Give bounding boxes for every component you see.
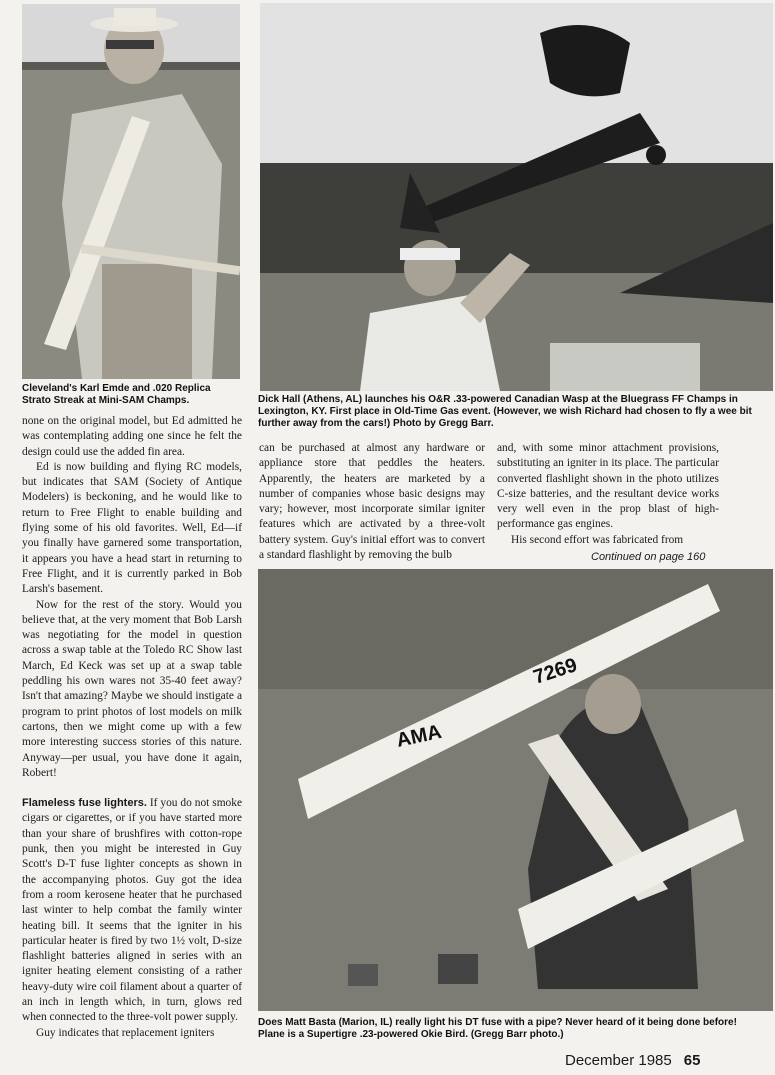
page-footer [565,1052,700,1069]
left-paragraph-3: Now for the rest of the story. Would you believe that, at the very moment that Bob Larsh was negotiating for the model in question across a swap table at the Toledo RC Show last March, Ed Keck was set up at a swap table peddling his own wares not 35-40 feet away? Isn't that amazing? Maybe we should instigate a program to print photos of lost models on milk cartons, then we might come up with a few more interesting success stories of this nature. Anyway—per usual, you have done it again, Robert! [22,598,242,779]
caption-photo2: Dick Hall (Athens, AL) launches his O&R .33-powered Canadian Wasp at the Bluegrass FF Champs in Lexington, KY. First place in Old-Time Gas event. (However, we wish Richard had chosen to fly a wee bit further away from the cars!) Photo by Gregg Barr. [258,394,752,429]
left-paragraph-4-body: If you do not smoke cigars or cigarettes, or if you have started more than your share of brushfires with cotton-rope punk, then you might be interested in Guy Scott's D-T fuse lighter concepts as shown in the accompanying photos. Guy got the idea from a room kerosene heater that he purchased last winter to help combat the family winter heating bill. It seems that the igniter in his particular heater is fired by two 1½ volt, D-size flashlight batteries aligned in series with an igniter heating element consisting of a rather heavy-duty wire coil filament about a quarter of an inch in length which, in turn, glows red when connected to the three-volt power supply. [22,797,242,1024]
middle-column [259,441,485,563]
continued-on-page: Continued on page 160 [591,551,706,563]
photo-dick-hall [260,3,773,391]
caption-photo1: Cleveland's Karl Emde and .020 Replica Strato Streak at Mini-SAM Champs. [22,383,211,406]
right-paragraph-2: His second effort was fabricated from [511,533,684,546]
right-paragraph-1: and, with some minor attachment provisions, substituting an igniter in its place. The particular converted flashlight shown in the photo utilizes C-size batteries, and the resultant device works very well even in the prop blast of high-performance gas engines. [497,442,719,531]
issue-date: December 1985 [565,1052,672,1069]
caption-photo3: Does Matt Basta (Marion, IL) really light his DT fuse with a pipe? Never heard of it being done before! Plane is a Supertigre .23-powered Okie Bird. (Gregg Barr photo.) [258,1017,737,1040]
left-column [22,414,242,1041]
left-paragraph-1: none on the original model, but Ed admitted he was contemplating adding one since he felt the design could use the added fin area. [22,415,242,458]
left-paragraph-5: Guy indicates that replacement igniters [36,1026,215,1039]
left-paragraph-2: Ed is now building and flying RC models, but indicates that SAM (Society of Antique Modelers) is beckoning, and he would like to return to Free Flight to enable building and flying some of his old favorites. Well, Ed—if you finally have garnered some transportation, it appears you have a head start in returning to Free Flight, and it is currently parked in Bob Larsh's basement. [22,460,242,596]
wing-number-text: 7269 [530,654,580,689]
mid-paragraph-1: can be purchased at almost any hardware or appliance store that peddles the heaters. Apparently, the heaters are marketed by a number of companies whose basic designs may vary; however, most incorporate similar igniter features which are activated by a three-volt battery system. Guy's initial effort was to convert a standard flashlight by removing the bulb [259,442,485,562]
subhead-flameless-fuse-lighters: Flameless fuse lighters. [22,797,147,810]
photo-matt-basta [258,569,773,1011]
right-column [497,441,719,548]
page-number: 65 [683,1052,701,1069]
wing-ama-text: AMA [394,720,444,752]
photo-karl-emde [22,4,240,379]
left-paragraph-4 [22,796,242,1025]
